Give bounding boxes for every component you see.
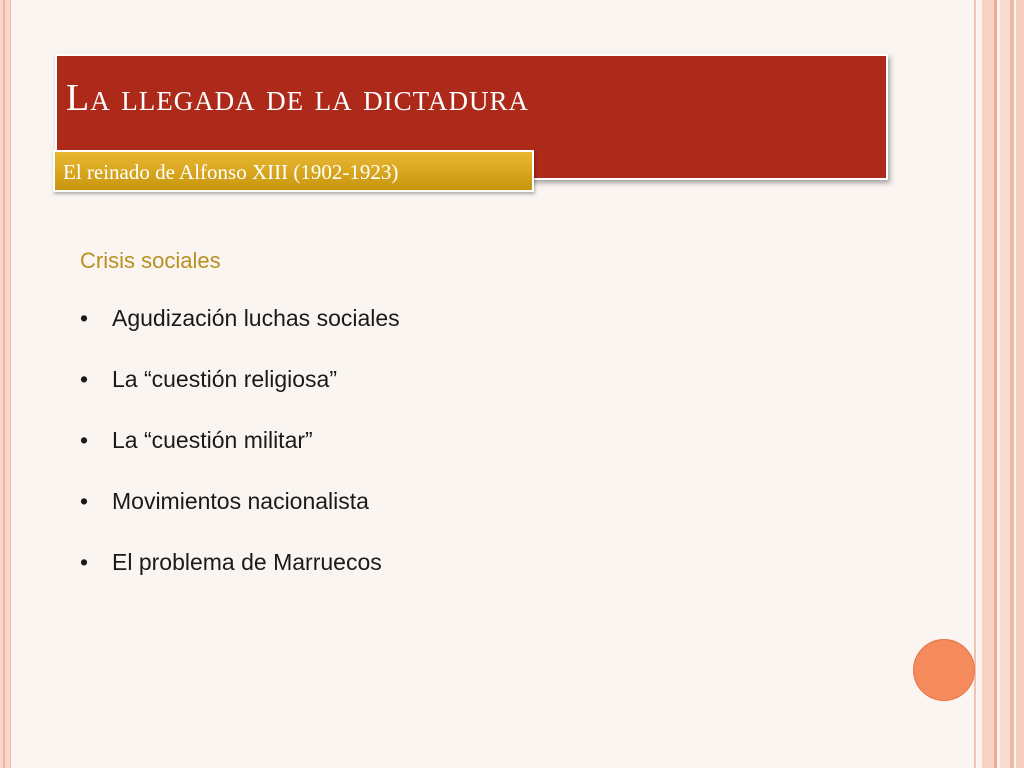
bullet-text: Agudización luchas sociales <box>112 305 400 331</box>
bullet-icon: • <box>80 427 89 453</box>
slide-title: La llegada de la dictadura <box>66 77 529 119</box>
bullet-text: El problema de Marruecos <box>112 549 382 575</box>
bullet-text: La “cuestión religiosa” <box>112 366 338 392</box>
bullet-text: Movimientos nacionalista <box>112 488 369 514</box>
section-heading: Crisis sociales <box>80 248 221 273</box>
slide-subtitle: El reinado de Alfonso XIII (1902-1923) <box>63 160 399 184</box>
left-decorative-border <box>0 0 11 768</box>
bullet-icon: • <box>80 549 89 575</box>
subtitle-banner <box>53 150 534 192</box>
right-decorative-stripes <box>974 0 1024 768</box>
decorative-circle-icon <box>913 639 975 701</box>
bullet-icon: • <box>80 366 89 392</box>
bullet-text: La “cuestión militar” <box>112 427 313 453</box>
bullet-icon: • <box>80 305 89 331</box>
bullet-icon: • <box>80 488 89 514</box>
